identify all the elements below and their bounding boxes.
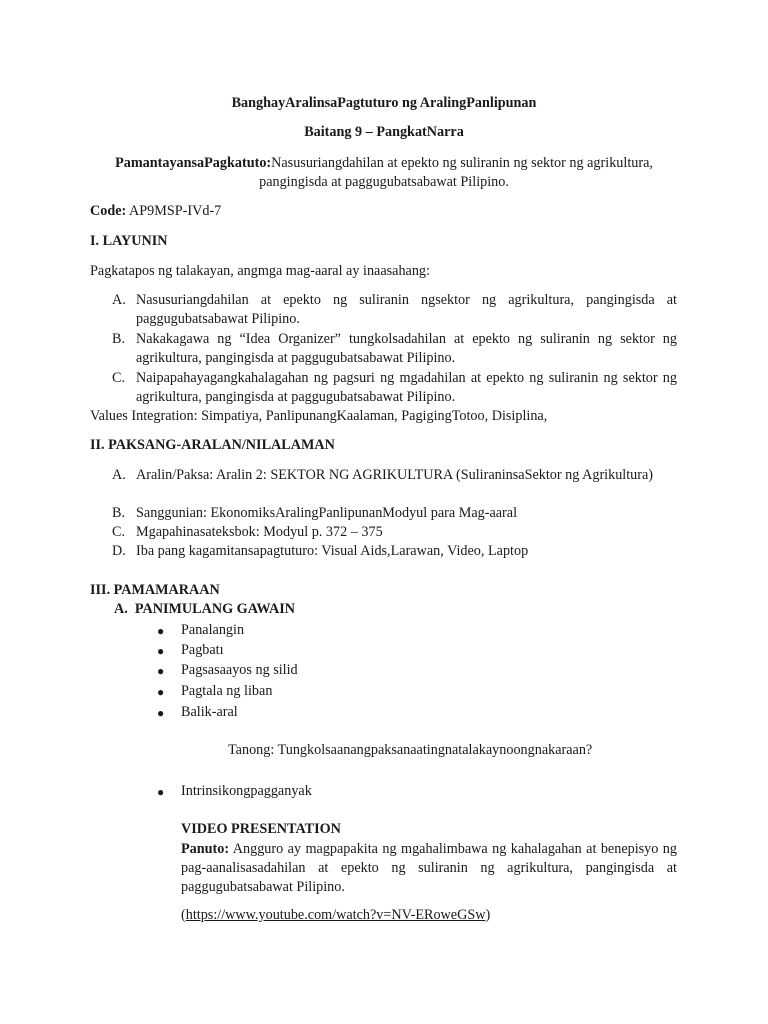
document-title: BanghayAralinsaPagtuturo ng AralingPanlipunan (231, 95, 537, 111)
list-item: Mgapahinasateksbok: Modyul p. 372 – 375 (136, 524, 383, 540)
learning-standard (0, 154, 768, 192)
list-item-letter: A. (112, 467, 126, 483)
youtube-link[interactable]: https://www.youtube.com/watch?v=NV-ERoweGSw (185, 907, 486, 923)
list-item-letter: A. (112, 292, 126, 308)
list-item: Balik-aral (181, 704, 238, 720)
video-instruction (181, 840, 677, 897)
review-question: Tanong: Tungkolsaanangpaksanaatingnatalakaynoongnakaraan? (228, 742, 593, 758)
link-close-paren: ) (485, 907, 491, 923)
list-item-letter: C. (112, 370, 126, 386)
code-value: AP9MSP-IVd-7 (129, 203, 222, 219)
list-item-letter: B. (112, 331, 126, 347)
standard-line1: Nasusuriangdahilan at epekto ng suliranin ng sektor ng agrikultura, (271, 155, 653, 171)
list-item: Pagsasaayos ng silid (181, 662, 298, 678)
standard-label: PamantayansaPagkatuto: (115, 155, 272, 171)
bullet-dot: ● (157, 624, 165, 638)
list-item: Panalangin (181, 622, 245, 638)
list-item: Iba pang kagamitansapagtuturo: Visual Aids,Larawan, Video, Laptop (136, 543, 529, 559)
video-link-line (181, 906, 490, 925)
bullet-dot: ● (157, 706, 165, 720)
list-item: Nasusuriangdahilan at epekto ng suliranin ngsektor ng agrikultura, pangingisda at paggugubatsabawat Pilipino. (136, 292, 677, 327)
section-layunin-heading: I. LAYUNIN (90, 233, 168, 249)
bullet-dot: ● (157, 685, 165, 699)
list-item-letter: B. (112, 505, 126, 521)
instruction-label: Panuto: (181, 841, 230, 857)
list-item: Intrinsikongpagganyak (181, 783, 312, 799)
list-item-letter: C. (112, 524, 126, 540)
link-open-paren: ( (181, 907, 186, 923)
panimulang-gawain-heading: A. PANIMULANG GAWAIN (114, 601, 296, 617)
list-item: Pagtala ng liban (181, 683, 273, 699)
code-label: Code: (90, 203, 127, 219)
section-pamamaraan-heading: III. PAMAMARAAN (90, 582, 220, 598)
bullet-dot: ● (157, 785, 165, 799)
video-presentation-heading: VIDEO PRESENTATION (181, 821, 341, 837)
layunin-intro: Pagkatapos ng talakayan, angmga mag-aaral ay inaasahang: (90, 263, 430, 279)
code-line (90, 202, 221, 221)
list-item: Pagbatı (181, 642, 224, 658)
bullet-dot: ● (157, 664, 165, 678)
list-item: Naipapahayagangkahalagahan ng pagsuri ng mgadahilan at epekto ng suliranin ng sektor ng agrikultura, pangingisda at paggugubatsabawat Pilipino. (136, 370, 677, 405)
list-item: Aralin/Paksa: Aralin 2: SEKTOR NG AGRIKULTURA (SuliraninsaSektor ng Agrikultura) (136, 467, 654, 483)
list-item: Sanggunian: EkonomiksAralingPanlipunanModyul para Mag-aaral (136, 505, 518, 521)
list-item-letter: D. (112, 543, 126, 559)
list-item: Nakakagawa ng “Idea Organizer” tungkolsadahilan at epekto ng suliranin ng sektor ng agrikultura, pangingisda at paggugubatsabawat Pilipino. (136, 331, 677, 366)
values-integration: Values Integration: Simpatiya, PanlipunangKaalaman, PagigingTotoo, Disiplina, (90, 408, 548, 424)
document-subtitle: Baitang 9 – PangkatNarra (304, 124, 464, 140)
bullet-dot: ● (157, 644, 165, 658)
standard-line2: pangingisda at paggugubatsabawat Pilipino. (259, 174, 509, 190)
instruction-text: Angguro ay magpapakita ng mgahalimbawa ng kahalagahan at benepisyo ng pag-aanalisasadahilan at epekto ng suliranin ng agrikultura, pangingisda at paggugubatsabawat Pilipino. (181, 841, 677, 895)
section-paksang-aralan-heading: II. PAKSANG-ARALAN/NILALAMAN (90, 437, 335, 453)
